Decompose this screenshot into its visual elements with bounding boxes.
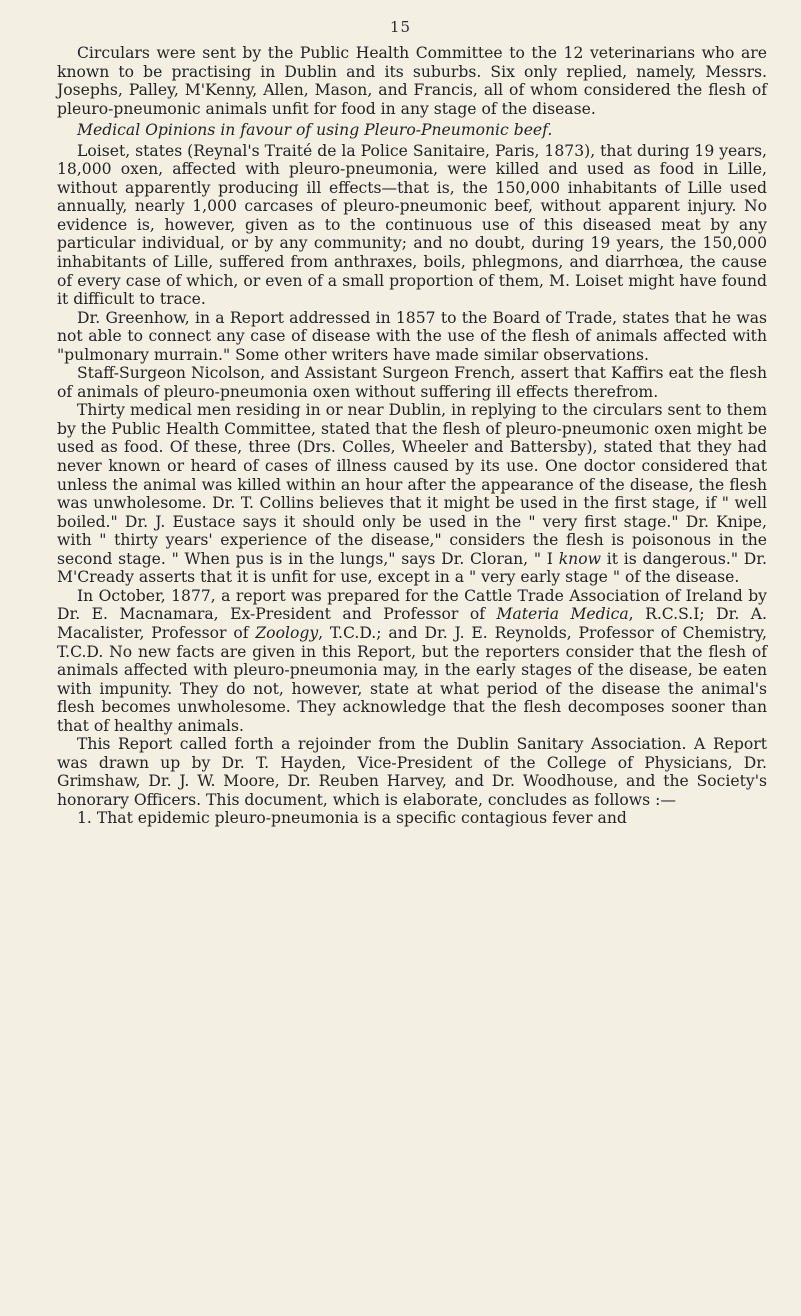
- paragraph-october-part-1: In October, 1877, a report was prepared for the Cattle Trade Association of Ireland by Dr. E. Macnamara, Ex-President and Professor of: [57, 586, 767, 624]
- page-number: 15: [389, 18, 412, 36]
- section-heading: Medical Opinions in favour of using Pleuro-Pneumonic beef.: [77, 121, 553, 140]
- paragraph-greenhow: Dr. Greenhow, in a Report addressed in 1857 to the Board of Trade, states that he was not able to connect any case of disease with the use of the flesh of animals affected with "pulmonary murrain." Some other writers have made similar observations.: [57, 308, 767, 364]
- conclusion-item-1: 1. That epidemic pleuro-pneumonia is a specific contagious fever and: [77, 809, 627, 828]
- emphasis-zoology: Zoology: [255, 623, 319, 642]
- paragraph-loiset: Loiset, states (Reynal's Traité de la Police Sanitaire, Paris, 1873), that during 19 years, 18,000 oxen, affected with pleuro-pneumonia, were killed and used as food in Lille, without apparently producing ill effects—that is, the 150,000 inhabitants of Lille used annually, nearly 1,000 carcases of pleuro-pneumonic beef, without apparent injury. No evidence is, however, given as to the continuous use of this diseased meat by any particular individual, or by any community; and no doubt, during 19 years, the 150,000 inhabitants of Lille, suffered from anthraxes, boils, phlegmons, and diarrhœa, the cause of every case of which, or even of a small proportion of them, M. Loiset might have found it difficult to trace.: [57, 141, 767, 309]
- paragraph-thirty-medical-men: [57, 401, 767, 586]
- paragraph-thirty-part-2: it is dangerous." Dr. M'Cready asserts that it is unfit for use, except in a " very early stage " of the disease.: [57, 549, 767, 587]
- body-text: [57, 44, 767, 828]
- emphasis-know: know: [558, 549, 601, 568]
- paragraph-nicolson: Staff-Surgeon Nicolson, and Assistant Surgeon French, assert that Kaffirs eat the flesh of animals of pleuro-pneumonia oxen without suffering ill effects therefrom.: [57, 364, 767, 401]
- paragraph-thirty-part-1: Thirty medical men residing in or near Dublin, in replying to the circulars sent to them by the Public Health Committee, stated that the flesh of pleuro-pneumonic oxen might be used as food. Of these, three (Drs. Colles, Wheeler and Battersby), stated that they had never known or heard of cases of illness caused by its use. One doctor considered that unless the animal was killed within an hour after the appearance of the disease, the flesh was unwholesome. Dr. T. Collins believes that it might be used in the first stage, if " well boiled." Dr. J. Eustace says it should only be used in the " very first stage." Dr. Knipe, with " thirty years' experience of the disease," considers the flesh is poisonous in the second stage. " When pus is in the lungs," says Dr. Cloran, " I: [57, 401, 767, 568]
- paragraph-october-part-2: , R.C.S.I; Dr. A. Macalister, Professor of: [57, 605, 767, 642]
- paragraph-circulars: Circulars were sent by the Public Health Committee to the 12 veterinarians who are known to be practising in Dublin and its suburbs. Six only replied, namely, Messrs. Josephs, Palley, M'Kenny, Allen, Mason, and Francis, all of whom considered the flesh of pleuro-pneumonic animals unfit for food in any stage of the disease.: [57, 44, 767, 118]
- paragraph-october-part-3: , T.C.D.; and Dr. J. E. Reynolds, Professor of Chemistry, T.C.D. No new facts are given in this Report, but the reporters consider that the flesh of animals affected with pleuro-pneumonia may, in the early stages of the disease, be eaten with impunity. They do not, however, state at what period of the disease the animal's flesh becomes unwholesome. They acknowledge that the flesh decomposes sooner than that of healthy animals.: [57, 623, 767, 735]
- paragraph-october-report: [57, 587, 767, 735]
- emphasis-materia-medica: Materia Medica: [496, 605, 629, 624]
- paragraph-rejoinder: This Report called forth a rejoinder from the Dublin Sanitary Association. A Report was drawn up by Dr. T. Hayden, Vice-President of the College of Physicians, Dr. Grimshaw, Dr. J. W. Moore, Dr. Reuben Harvey, and Dr. Woodhouse, and the Society's honorary Officers. This document, which is elaborate, concludes as follows :—: [57, 735, 767, 809]
